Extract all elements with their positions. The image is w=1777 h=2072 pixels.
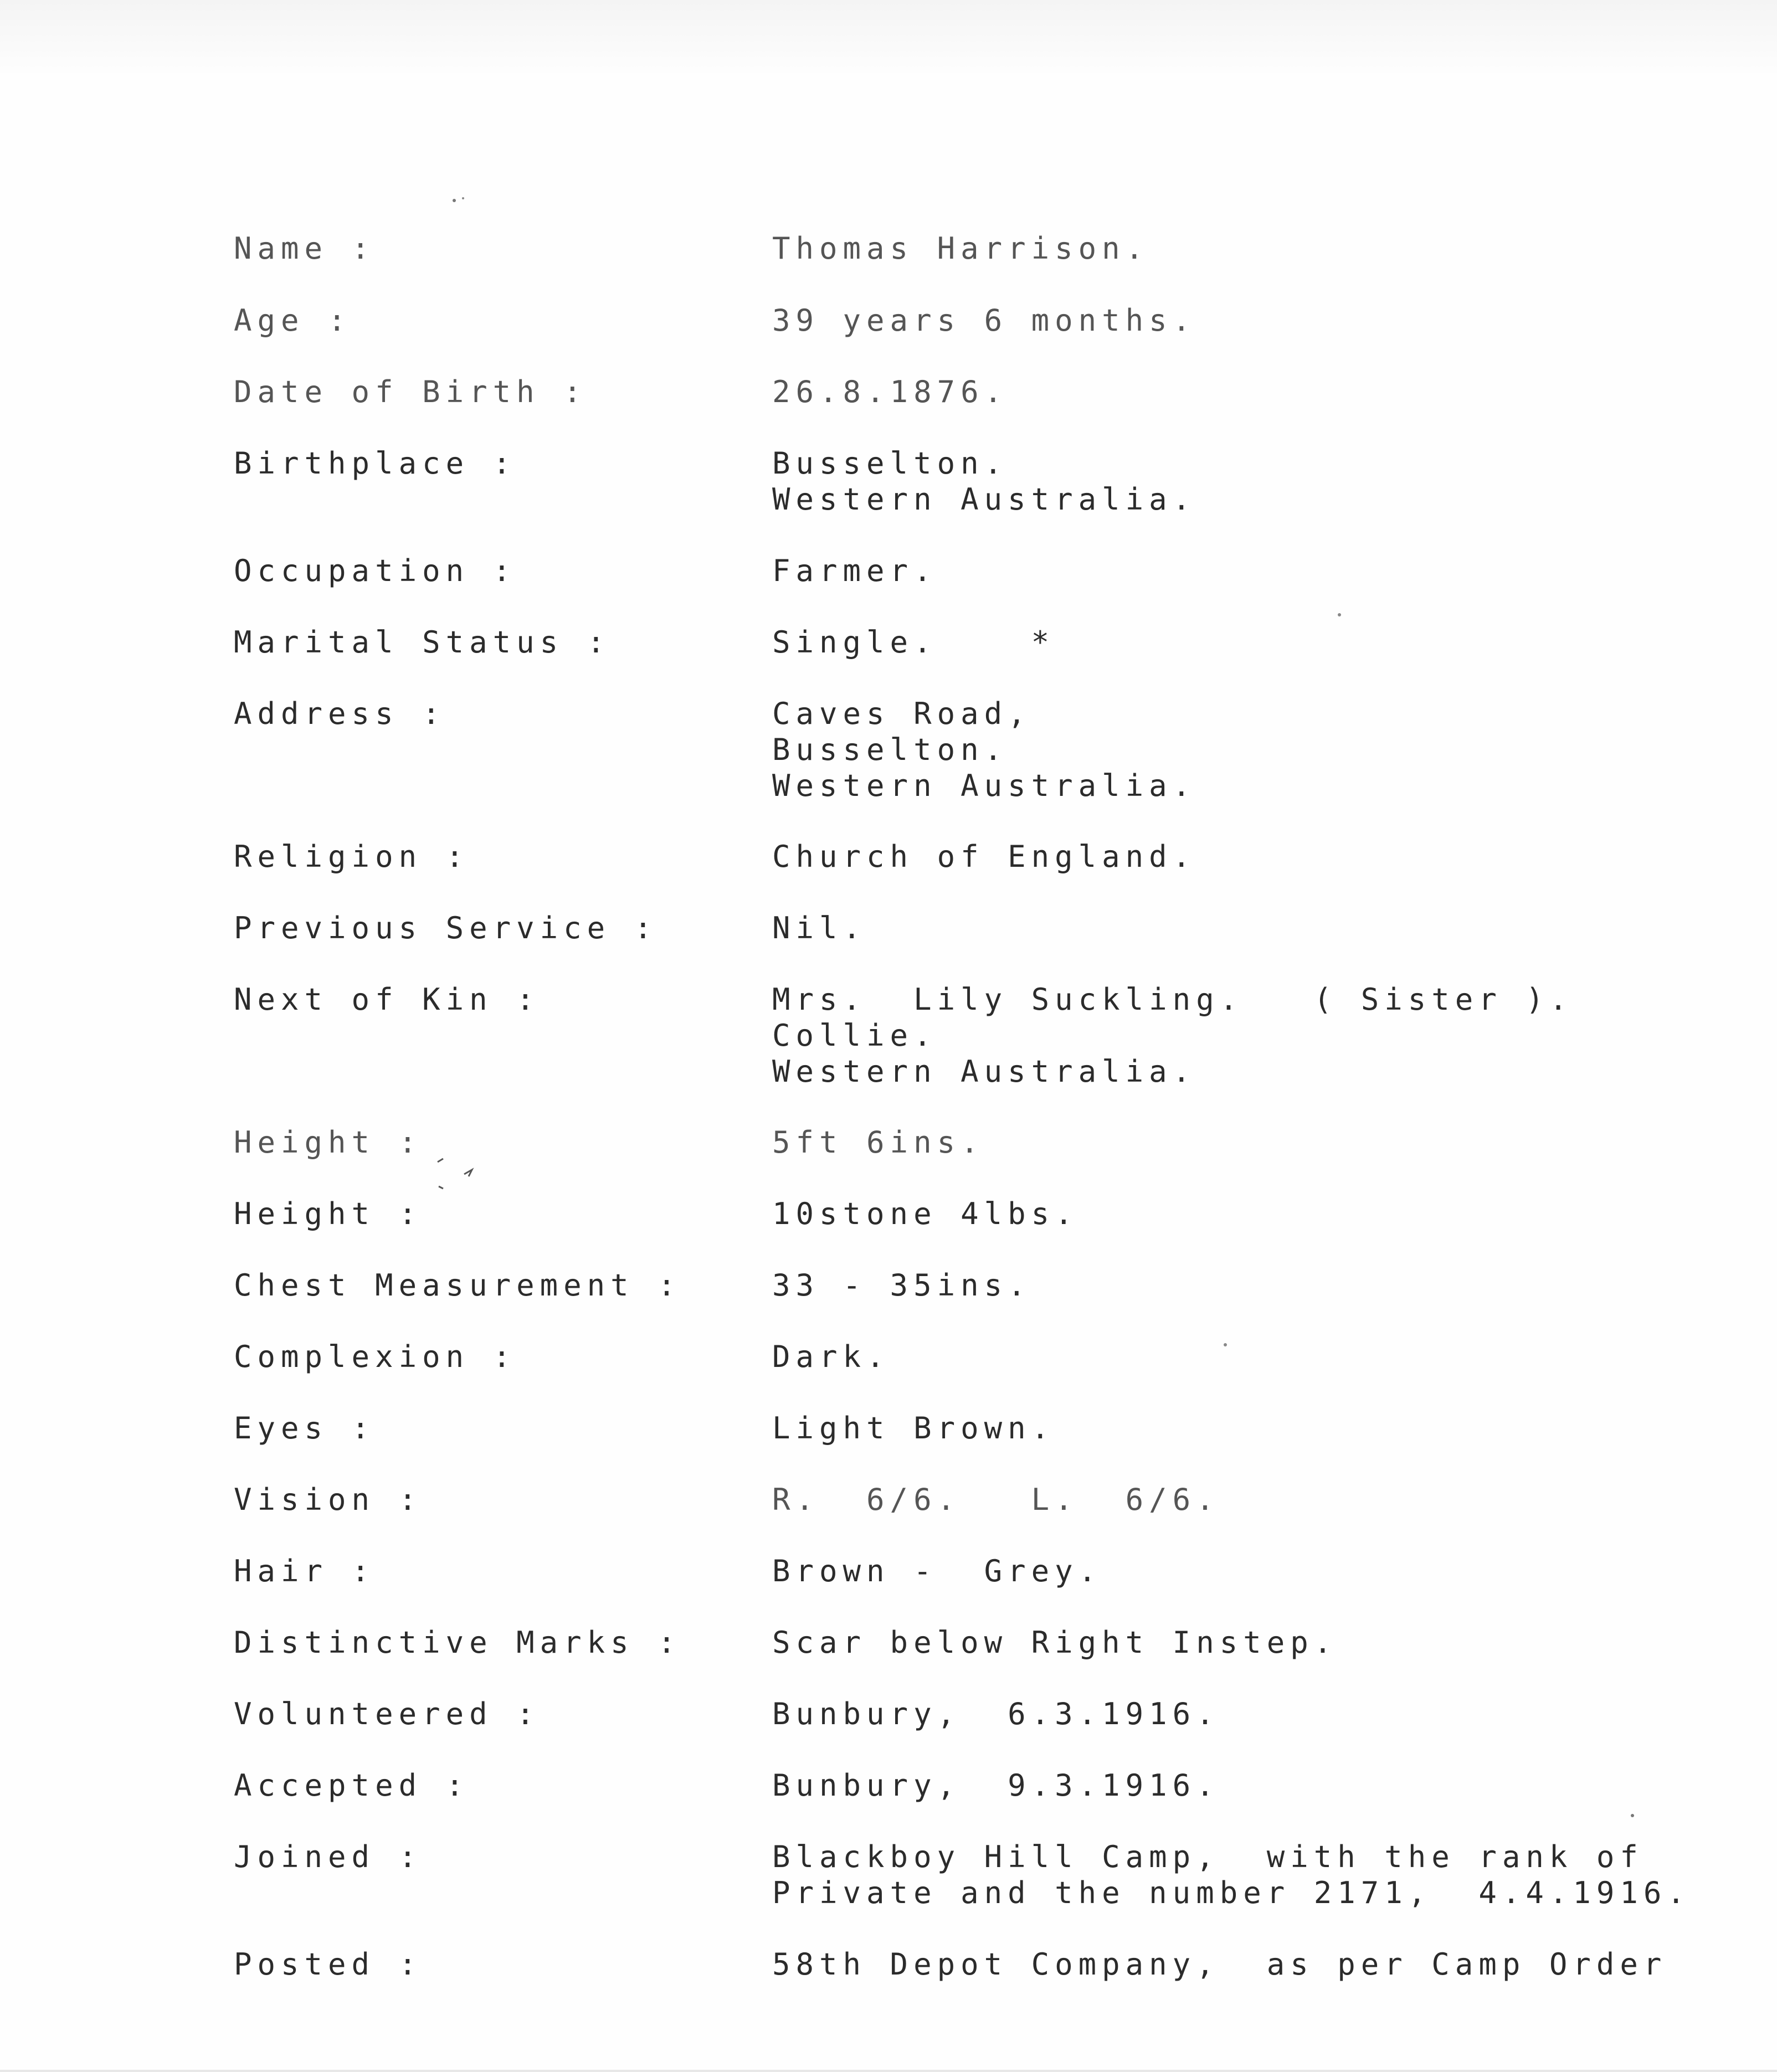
field-label: Complexion : bbox=[234, 1339, 517, 1374]
field-label: Joined : bbox=[234, 1839, 423, 1874]
value-line: 5ft 6ins. bbox=[772, 1125, 984, 1160]
field-label: Next of Kin : bbox=[234, 982, 540, 1017]
field-value bbox=[772, 1553, 1102, 1589]
value-line: Mrs. Lily Suckling. ( Sister ). bbox=[772, 982, 1573, 1017]
field-value bbox=[772, 1124, 984, 1160]
value-line: Caves Road, bbox=[772, 696, 1031, 731]
value-line: Busselton. bbox=[772, 446, 1008, 481]
value-line: Collie. bbox=[772, 1018, 937, 1053]
field-value bbox=[772, 624, 1055, 660]
value-line: 10stone 4lbs. bbox=[772, 1196, 1078, 1231]
value-line: 58th Depot Company, as per Camp Order bbox=[772, 1947, 1667, 1982]
field-value bbox=[772, 1624, 1337, 1660]
field-label: Distinctive Marks : bbox=[234, 1625, 681, 1660]
value-line: Western Australia. bbox=[772, 1054, 1196, 1089]
value-line: Scar below Right Instep. bbox=[772, 1625, 1338, 1660]
field-label: Date of Birth : bbox=[234, 374, 587, 409]
field-value bbox=[772, 1839, 1691, 1911]
value-line: Bunbury, 9.3.1916. bbox=[772, 1768, 1220, 1803]
value-line: Nil. bbox=[772, 911, 867, 945]
field-label: Volunteered : bbox=[234, 1696, 540, 1731]
field-value bbox=[772, 839, 1196, 875]
field-value bbox=[772, 1946, 1667, 1982]
field-label: Height : bbox=[234, 1196, 423, 1231]
value-line: Blackboy Hill Camp, with the rank of bbox=[772, 1839, 1644, 1874]
field-label: Birthplace : bbox=[234, 446, 517, 481]
field-value bbox=[772, 696, 1196, 804]
value-line: Bunbury, 6.3.1916. bbox=[772, 1696, 1220, 1731]
value-line: Private and the number 2171, 4.4.1916. bbox=[772, 1875, 1691, 1910]
value-line: Light Brown. bbox=[772, 1411, 1055, 1446]
value-line: Thomas Harrison. bbox=[772, 231, 1149, 266]
value-line: Brown - Grey. bbox=[772, 1554, 1102, 1588]
field-value bbox=[772, 1196, 1078, 1232]
field-label: Vision : bbox=[234, 1482, 423, 1517]
field-value bbox=[772, 374, 1008, 410]
scan-edge bbox=[0, 2070, 1777, 2072]
value-line: Dark. bbox=[772, 1339, 890, 1374]
value-line: Single. * bbox=[772, 625, 1055, 660]
field-label: Accepted : bbox=[234, 1768, 470, 1803]
value-line: Farmer. bbox=[772, 553, 937, 588]
field-label: Age : bbox=[234, 303, 352, 338]
value-line: 26.8.1876. bbox=[772, 374, 1008, 409]
field-label: Occupation : bbox=[234, 553, 517, 588]
field-value bbox=[772, 1482, 1220, 1518]
field-value bbox=[772, 1339, 890, 1375]
field-value bbox=[772, 910, 866, 946]
field-value bbox=[772, 981, 1573, 1089]
field-value bbox=[772, 1410, 1055, 1446]
field-label: Previous Service : bbox=[234, 911, 658, 945]
field-label: Eyes : bbox=[234, 1411, 376, 1446]
field-value bbox=[772, 1267, 1031, 1303]
field-label: Marital Status : bbox=[234, 625, 611, 660]
field-value bbox=[772, 445, 1196, 517]
field-label: Address : bbox=[234, 696, 446, 731]
field-value bbox=[772, 553, 937, 589]
value-line: R. 6/6. L. 6/6. bbox=[772, 1482, 1220, 1517]
field-label: Height : bbox=[234, 1125, 423, 1160]
value-line: 39 years 6 months. bbox=[772, 303, 1196, 338]
field-label: Name : bbox=[234, 231, 376, 266]
field-label: Religion : bbox=[234, 839, 470, 874]
field-value bbox=[772, 1696, 1220, 1732]
field-label: Hair : bbox=[234, 1554, 376, 1588]
field-label: Posted : bbox=[234, 1947, 423, 1982]
value-line: 33 - 35ins. bbox=[772, 1268, 1031, 1303]
field-value bbox=[772, 1767, 1220, 1803]
value-line: Busselton. bbox=[772, 732, 1008, 767]
field-value bbox=[772, 230, 1149, 266]
value-line: Church of England. bbox=[772, 839, 1196, 874]
value-line: Western Australia. bbox=[772, 482, 1196, 517]
field-value bbox=[772, 302, 1196, 338]
value-line: Western Australia. bbox=[772, 768, 1196, 803]
field-label: Chest Measurement : bbox=[234, 1268, 681, 1303]
